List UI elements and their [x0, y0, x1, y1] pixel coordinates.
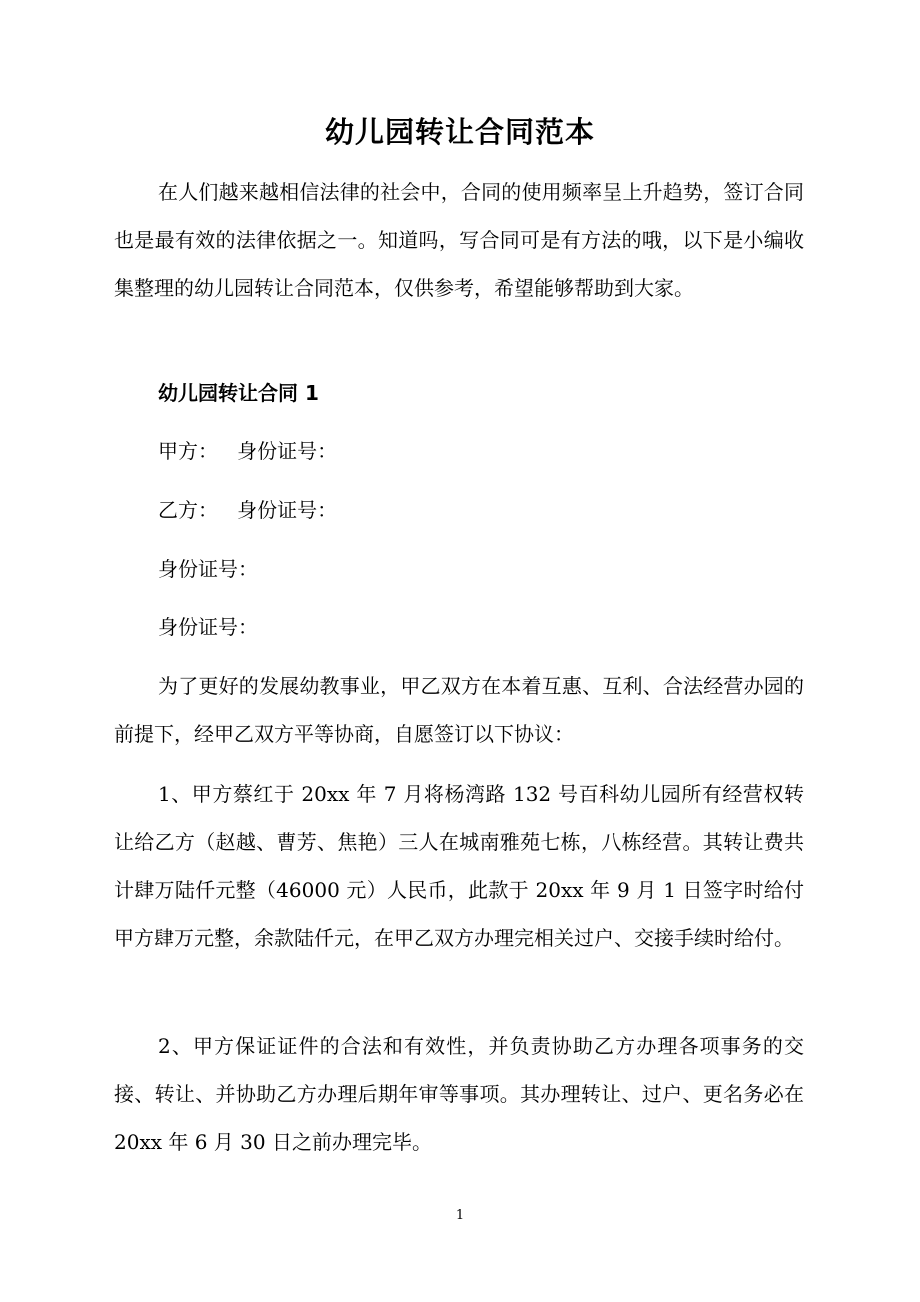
clause-2-paragraph: 2、甲方保证证件的合法和有效性，并负责协助乙方办理各项事务的交接、转让、并协助乙方办理后期年审等事项。其办理转让、过户、更名务必在 20xx 年 6 月 30 日之前办理完毕。: [114, 1034, 804, 1154]
party-a-line: 甲方： 身份证号：: [158, 439, 338, 463]
id-number-line: 身份证号：: [158, 615, 258, 639]
preamble-paragraph: 为了更好的发展幼教事业，甲乙双方在本着互惠、互利、合法经营办园的前提下，经甲乙双方平等协商，自愿签订以下协议：: [114, 674, 804, 746]
intro-paragraph: 在人们越来越相信法律的社会中，合同的使用频率呈上升趋势，签订合同也是最有效的法律依据之一。知道吗，写合同可是有方法的哦，以下是小编收集整理的幼儿园转让合同范本，仅供参考，希望能够帮助到大家。: [114, 180, 804, 300]
clause-1-paragraph: 1、甲方蔡红于 20xx 年 7 月将杨湾路 132 号百科幼儿园所有经营权转让给乙方（赵越、曹芳、焦艳）三人在城南雅苑七栋，八栋经营。其转让费共计肆万陆仟元整（46000 元）人民币，此款于 20xx 年 9 月 1 日签字时给付甲方肆万元整，余款陆仟元，在甲乙双方办理完相关过户、交接手续时给付。: [114, 782, 804, 950]
document-title: 幼儿园转让合同范本: [324, 115, 595, 149]
section-heading: 幼儿园转让合同 1: [158, 381, 319, 405]
party-b-line: 乙方： 身份证号：: [158, 498, 338, 522]
id-number-line: 身份证号：: [158, 557, 258, 581]
page-number: 1: [455, 1208, 465, 1223]
